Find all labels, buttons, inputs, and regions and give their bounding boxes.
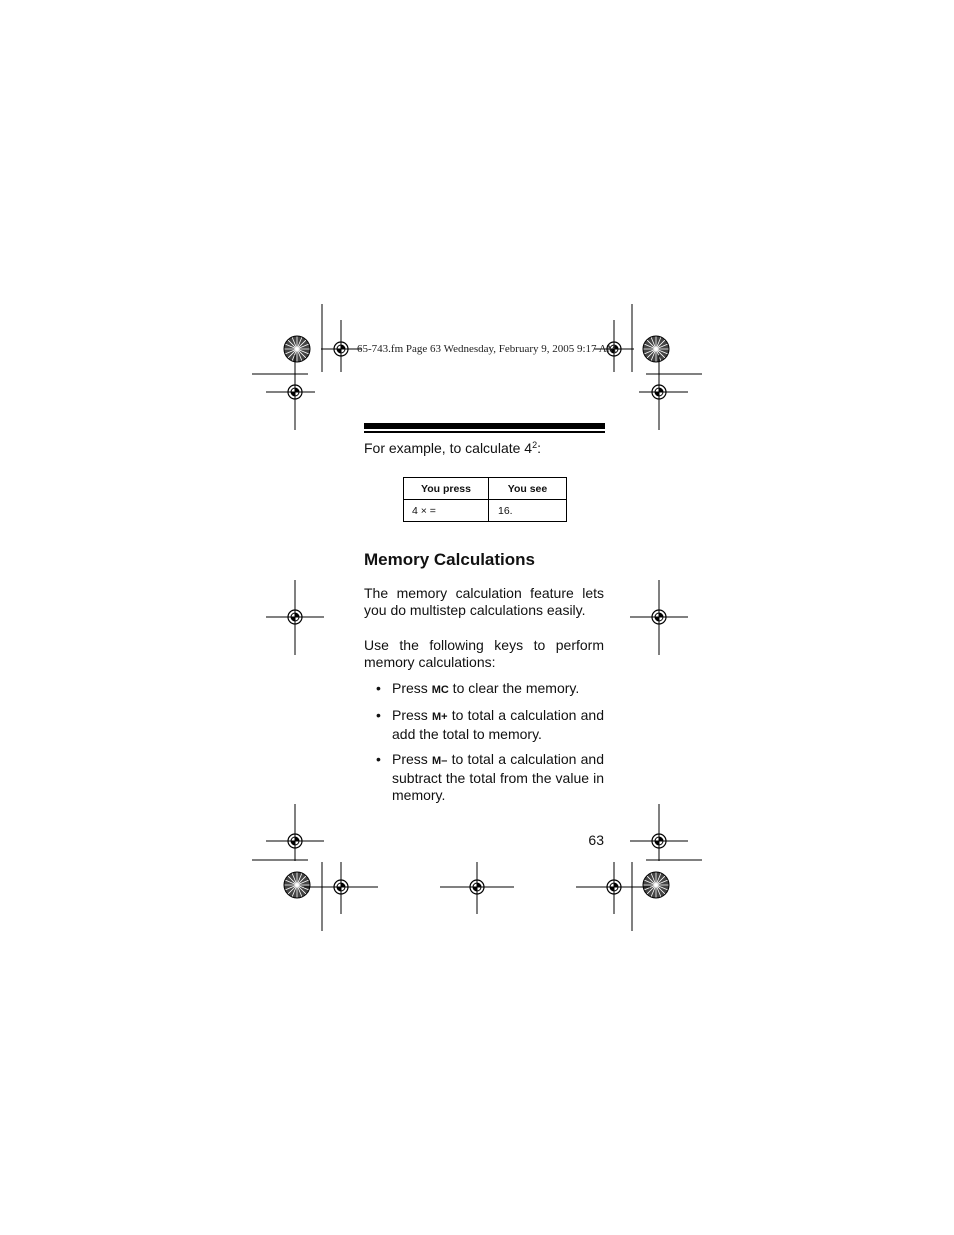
bullet-text-before: Press [392, 751, 433, 767]
bullet-text-after: to total a calculation and add the total to memory. [392, 707, 604, 742]
keypress-table [403, 477, 567, 522]
paragraph-keys: Use the following keys to perform memory calculations: [364, 637, 604, 670]
header-rule-thin [364, 431, 605, 433]
key-label-mc: MC [431, 684, 449, 696]
bullet-dot: • [376, 751, 381, 767]
intro-line [364, 440, 604, 457]
page-number: 63 [588, 832, 604, 848]
intro-superscript: 2 [532, 440, 538, 450]
bullet-dot: • [376, 707, 381, 723]
bullet-dot: • [376, 680, 381, 696]
list-item [376, 707, 604, 743]
file-slug: 65-743.fm Page 63 Wednesday, February 9, 2005 9:17 AM [357, 343, 617, 355]
bullet-text-after: to clear the memory. [448, 680, 580, 696]
list-item [376, 680, 604, 699]
bullet-text-before: Press [392, 707, 432, 723]
bullet-text-before: Press [392, 680, 432, 696]
list-item [376, 751, 604, 804]
section-heading: Memory Calculations [364, 550, 535, 569]
table-cell-press: 4 × = [404, 500, 489, 522]
memory-key-list [376, 680, 604, 812]
header-rule-thick [364, 423, 605, 429]
table-header-row [404, 478, 567, 500]
key-label-m-plus: M+ [431, 711, 448, 723]
table-cell-see: 16. [489, 500, 567, 522]
table-header-you-press: You press [404, 478, 489, 500]
bullet-text-after: to total a calculation and subtract the total from the value in memory. [392, 751, 604, 803]
intro-suffix: : [537, 440, 541, 456]
paragraph-feature: The memory calculation feature lets you do multistep calculations easily. [364, 585, 604, 618]
table-header-you-see: You see [489, 478, 567, 500]
table-row [404, 500, 567, 522]
key-label-m-minus: M– [432, 755, 448, 767]
intro-text: For example, to calculate 4 [364, 440, 533, 456]
